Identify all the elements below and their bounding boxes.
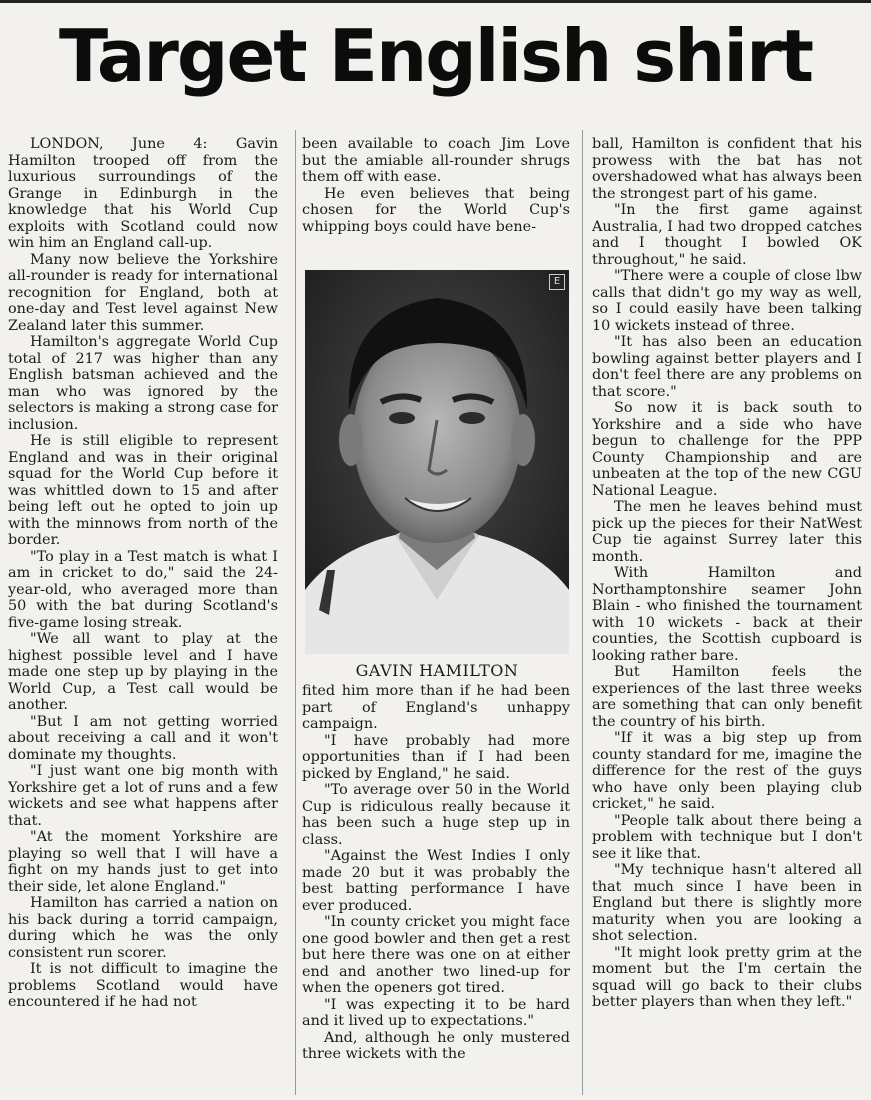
paragraph: So now it is back south to Yorkshire and a side who have begun to challenge for the PPP County Championship and are unbeaten at the top of the new CGU National League. (592, 400, 862, 499)
paragraph: "But I am not getting worried about receiving a call and it won't dominate my thoughts. (8, 713, 278, 763)
paragraph: And, although he only mustered three wickets with the (302, 1029, 570, 1062)
portrait-illustration (305, 270, 569, 654)
paragraph: "I just want one big month with Yorkshire get a lot of runs and a few wickets and see what happens after that. (8, 763, 278, 829)
paragraph: "I was expecting it to be hard and it lived up to expectations." (302, 996, 570, 1029)
paragraph: "Against the West Indies I only made 20 but it was probably the best batting performance I have ever produced. (302, 848, 570, 914)
article-column-2-top (302, 136, 570, 256)
paragraph: "There were a couple of close lbw calls that didn't go my way as well, so I could easily have been talking 10 wickets instead of three. (592, 268, 862, 334)
portrait-photo (305, 270, 569, 654)
paragraph: Many now believe the Yorkshire all-rounder is ready for international recognition for England, both at one-day and Test level against New Zealand later this summer. (8, 251, 278, 334)
column-divider-2 (582, 130, 583, 1095)
paragraph: Hamilton's aggregate World Cup total of 217 was higher than any English batsman achieved and the man who was ignored by the selectors is making a strong case for inclusion. (8, 334, 278, 433)
paragraph: "I have probably had more opportunities than if I had been picked by England," he said. (302, 732, 570, 782)
paragraph: "In the first game against Australia, I had two dropped catches and I thought I bowled OK throughout," he said. (592, 202, 862, 268)
paragraph: "We all want to play at the highest possible level and I have made one step up by playing in the World Cup, a Test call would be another. (8, 631, 278, 713)
paragraph: But Hamilton feels the experiences of the last three weeks are something that can only benefit the country of his birth. (592, 664, 862, 730)
paragraph: With Hamilton and Northamptonshire seamer John Blain - who finished the tournament with 10 wickets - back at their counties, the Scottish cupboard is looking rather bare. (592, 565, 862, 664)
paragraph: "At the moment Yorkshire are playing so well that I will have a fight on my hands just to get into their side, let alone England." (8, 829, 278, 895)
paragraph: been available to coach Jim Love but the amiable all-rounder shrugs them off with ease. (302, 136, 570, 185)
paragraph: It is not difficult to imagine the problems Scotland would have encountered if he had not (8, 961, 278, 1010)
column-divider-1 (295, 130, 296, 1095)
paragraph: "To play in a Test match is what I am in cricket to do," said the 24-year-old, who averaged more than 50 with the bat during Scotland's five-game losing streak. (8, 548, 278, 631)
corner-mark-icon: E (549, 274, 565, 290)
article-column-3 (592, 136, 862, 1096)
article-column-2-bottom (302, 683, 570, 1093)
photo-caption: GAVIN HAMILTON (355, 661, 519, 680)
paragraph: "It has also been an education bowling against better players and I don't feel there are any problems on that score." (592, 334, 862, 400)
paragraph: "My technique hasn't altered all that much since I have been in England but there is slightly more maturity when you are looking a shot selection. (592, 862, 862, 944)
paragraph: He is still eligible to represent England and was in their original squad for the World Cup before it was whittled down to 15 and after being left out he opted to join up with the minnows from north of the border. (8, 433, 278, 548)
paragraph: The men he leaves behind must pick up the pieces for their NatWest Cup tie against Surrey later this month. (592, 499, 862, 565)
paragraph: He even believes that being chosen for the World Cup's whipping boys could have bene- (302, 185, 570, 235)
paragraph: Hamilton has carried a nation on his back during a torrid campaign, during which he was the only consistent run scorer. (8, 895, 278, 961)
paragraph: fited him more than if he had been part of England's unhappy campaign. (302, 683, 570, 732)
paragraph: "To average over 50 in the World Cup is ridiculous really because it has been such a huge step up in class. (302, 782, 570, 848)
article-column-1 (8, 136, 278, 1096)
paragraph: ball, Hamilton is confident that his prowess with the bat has not overshadowed what has always been the strongest part of his game. (592, 136, 862, 202)
paragraph: "People talk about there being a problem with technique but I don't see it like that. (592, 812, 862, 862)
paragraph: "If it was a big step up from county standard for me, imagine the difference for the rest of the guys who have only been playing club cricket," he said. (592, 730, 862, 812)
paragraph: "In county cricket you might face one good bowler and then get a rest but here there was one on at either end and another two lined-up for when the openers got tired. (302, 914, 570, 996)
top-rule (0, 0, 871, 3)
paragraph: "It might look pretty grim at the moment but the I'm certain the squad will go back to their clubs better players than when they left." (592, 944, 862, 1010)
paragraph: LONDON, June 4: Gavin Hamilton trooped off from the luxurious surroundings of the Grange in Edinburgh in the knowledge that his World Cup exploits with Scotland could now win him an England call-up. (8, 136, 278, 251)
headline: Target English shirt (58, 14, 813, 98)
